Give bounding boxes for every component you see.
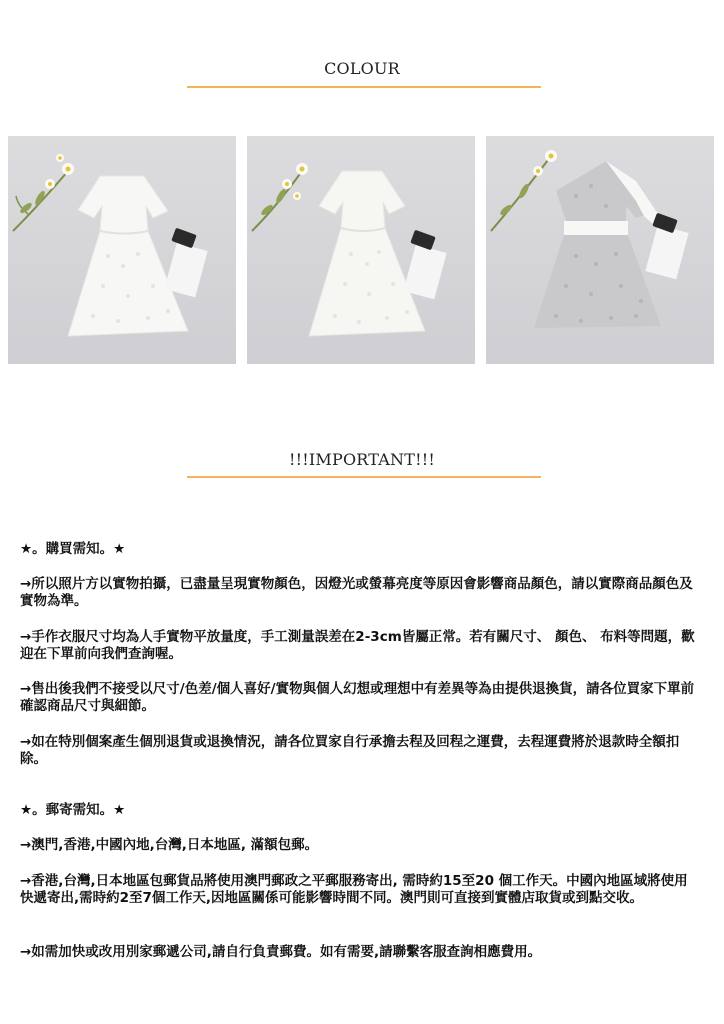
product-photo-white-2[interactable]	[247, 136, 475, 364]
shipping-notice-paragraph: →香港,台灣,日本地區包郵貨品將使用澳門郵政之平郵服務寄出, 需時約15至20 個工作天。中國內地區域將使用快遞寄出,需時約2至7個工作天,因地區關係可能影響時間不同。澳門則可直接到實體店取貨或到點交收。	[20, 873, 688, 906]
shipping-notice-paragraph: →如需加快或改用別家郵遞公司,請自行負責郵費。如有需要,請聯繫客服查詢相應費用。	[20, 944, 542, 960]
purchase-notice-paragraph: →手作衣服尺寸均為人手實物平放量度，手工測量誤差在2-3cm皆屬正常。若有關尺寸、 顏色、 布料等問題，歡迎在下單前向我們查詢喔。	[20, 629, 695, 662]
important-divider	[187, 476, 541, 478]
colour-title: COLOUR	[324, 59, 400, 78]
white-dress-photo-icon	[8, 136, 236, 364]
white-dress-photo-icon	[247, 136, 475, 364]
product-photo-grey[interactable]	[486, 136, 714, 364]
shipping-notice-heading: ★。郵寄需知。★	[20, 802, 126, 818]
important-title: !!!IMPORTANT!!!	[289, 450, 435, 469]
purchase-notice-paragraph: →所以照片方以實物拍攝，已盡量呈現實物顏色，因燈光或螢幕亮度等原因會影響商品顏色，請以實際商品顏色及實物為準。	[20, 576, 693, 609]
purchase-notice-paragraph: →如在特別個案產生個別退貨或退換情況，請各位買家自行承擔去程及回程之運費，去程運費將於退款時全額扣除。	[20, 734, 680, 767]
product-photo-white-1[interactable]	[8, 136, 236, 364]
shipping-notice-paragraph: →澳門,香港,中國內地,台灣,日本地區, 滿額包郵。	[20, 837, 319, 853]
purchase-notice-paragraph: →售出後我們不接受以尺寸/色差/個人喜好/實物與個人幻想或理想中有差異等為由提供退換貨，請各位買家下單前確認商品尺寸與細節。	[20, 681, 695, 714]
purchase-notice-heading: ★。購買需知。★	[20, 541, 126, 557]
grey-dress-photo-icon	[486, 136, 714, 364]
colour-divider	[187, 86, 541, 88]
